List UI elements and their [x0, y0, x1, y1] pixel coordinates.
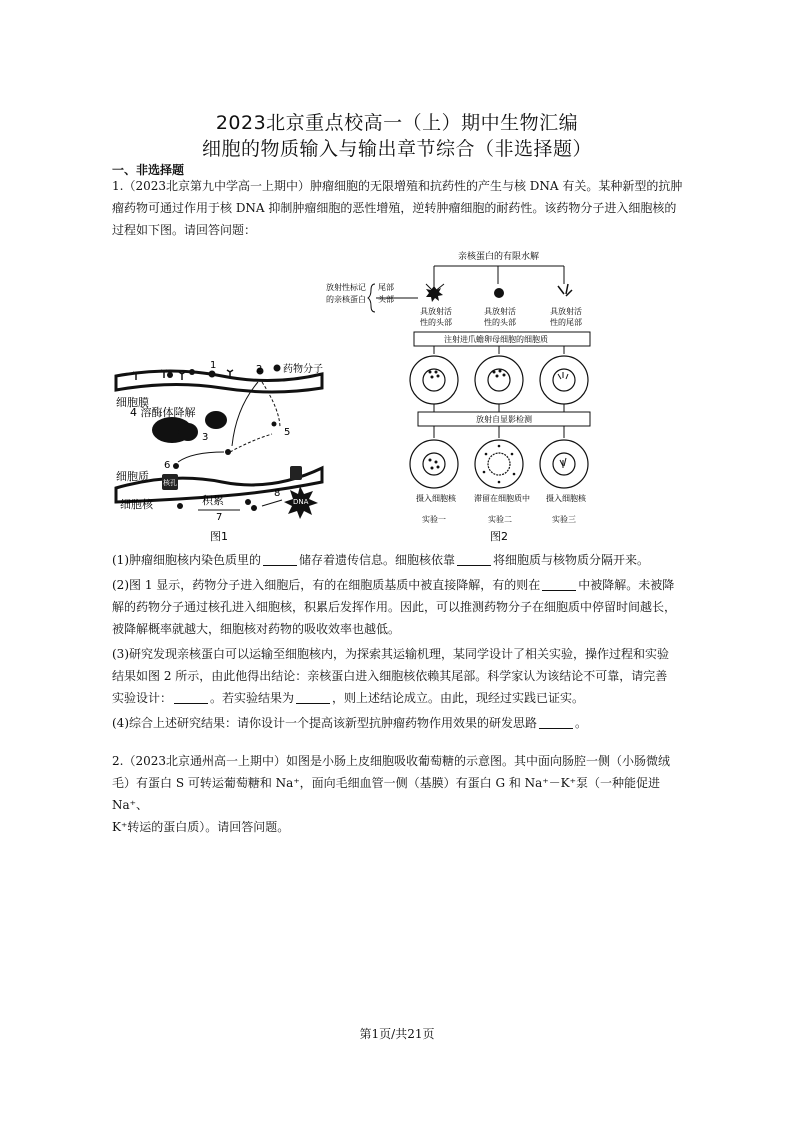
fig2-label-p3a: 具放射活 — [550, 307, 582, 316]
fig1-label-lysosome: 4 溶酶体降解 — [130, 406, 196, 419]
fig2-label-detect: 放射自显影检测 — [476, 415, 532, 424]
fig1-label-drug: 药物分子 — [283, 364, 323, 375]
fig2-label-p1a: 具放射活 — [420, 307, 452, 316]
answer-blank[interactable] — [174, 691, 208, 704]
q1-sub3-text: ，则上述结论成立。由此，现经过实践已证实。 — [332, 691, 585, 705]
answer-blank[interactable] — [263, 553, 297, 566]
figure-1 — [112, 360, 327, 545]
fig2-label-e3: 实验三 — [552, 515, 576, 524]
fig1-label-n6: 6 — [164, 460, 171, 471]
fig1-label-membrane: 细胞膜 — [116, 396, 149, 409]
q2-line: 2.（2023北京通州高一上期中）如图是小肠上皮细胞吸收葡萄糖的示意图。其中面向肠腔一侧（小肠微绒 — [112, 754, 670, 768]
q1-sub3-line: 结果如图 2 所示，由此他得出结论：亲核蛋白进入细胞核依赖其尾部。科学家认为该结论不可靠，请完善 — [112, 669, 668, 683]
fig1-label-n5: 5 — [284, 427, 291, 438]
fig1-label-n8: 8 — [274, 488, 281, 499]
fig2-label-left1: 放射性标记 — [326, 283, 366, 292]
q1-sub2-line: 被降解概率就越大，细胞核对药物的吸收效率也越低。 — [112, 622, 401, 636]
fig2-label-e1: 实验一 — [422, 515, 446, 524]
fig2-label-p1b: 性的头部 — [420, 318, 452, 327]
fig2-label-r1: 摄入细胞核 — [416, 494, 456, 503]
q1-sub4-text: 。 — [575, 716, 588, 730]
fig1-label-cytoplasm: 细胞质 — [116, 470, 149, 483]
q1-sub2-text: (2)图 1 显示，药物分子进入细胞后，有的在细胞质基质中被直接降解，有的则在 — [112, 578, 541, 592]
fig1-label-n2: 2 — [256, 364, 263, 375]
answer-blank[interactable] — [457, 553, 491, 566]
fig2-label-hydrolysis: 亲核蛋白的有限水解 — [458, 252, 540, 262]
fig2-label-head: 头部 — [378, 295, 394, 304]
answer-blank[interactable] — [542, 578, 576, 591]
q2-line: K⁺转运的蛋白质）。请回答问题。 — [112, 820, 290, 834]
q1-sub3-text: 实验设计： — [112, 691, 173, 705]
section-heading: 一、非选择题 — [112, 163, 185, 177]
fig2-label-r2: 滞留在细胞质中 — [474, 494, 530, 503]
q1-intro-line: 1.（2023北京第九中学高一上期中）肿瘤细胞的无限增殖和抗药性的产生与核 DNA 有关。某种新型的抗肿 — [112, 179, 683, 193]
fig2-caption: 图2 — [490, 530, 508, 543]
fig2-label-p2b: 性的头部 — [484, 318, 516, 327]
answer-blank[interactable] — [539, 716, 573, 729]
fig2-label-r3: 摄入细胞核 — [546, 494, 586, 503]
doc-title-line1: 2023北京重点校高一（上）期中生物汇编 — [215, 112, 579, 134]
q1-sub3-text: 。若实验结果为 — [210, 691, 295, 705]
fig1-label-n1: 1 — [210, 360, 217, 371]
q2-text — [112, 750, 684, 838]
q1-subquestions — [112, 549, 684, 734]
q1-sub1-text: 将细胞质与核物质分隔开来。 — [493, 553, 650, 567]
q1-sub2 — [112, 574, 684, 596]
fig1-label-n3: 3 — [202, 432, 209, 443]
doc-title-line2: 细胞的物质输入与输出章节综合（非选择题） — [201, 138, 592, 160]
answer-blank[interactable] — [296, 691, 330, 704]
fig2-label-tail: 尾部 — [378, 283, 394, 292]
q1-sub1-text: (1)肿瘤细胞核内染色质里的 — [112, 553, 261, 567]
fig2-label-p3b: 性的尾部 — [550, 318, 582, 327]
tail-fragment-icon — [558, 284, 572, 296]
q1-sub1 — [112, 549, 684, 571]
q1-intro-line: 瘤药物可通过作用于核 DNA 抑制肿瘤细胞的恶性增殖，逆转肿瘤细胞的耐药性。该药物分子进入细胞核的 — [112, 201, 677, 215]
q1-sub2-text: 中被降解。未被降 — [578, 578, 675, 592]
fig2-label-e2: 实验二 — [488, 515, 512, 524]
oocyte-cells-row1 — [410, 356, 588, 404]
fig1-caption: 图1 — [210, 530, 228, 543]
q1-sub1-text: 储存着遗传信息。细胞核依靠 — [299, 553, 456, 567]
page-footer: 第1页/共21页 — [359, 1027, 435, 1041]
head-fragment-icon — [494, 288, 504, 298]
q1-sub3-line — [112, 687, 684, 709]
q1-sub4-text: (4)综合上述研究结果：请你设计一个提高该新型抗肿瘤药物作用效果的研发思路 — [112, 716, 538, 730]
q1-sub4 — [112, 712, 684, 734]
fig2-label-inject: 注射进爪蟾卵母细胞的细胞质 — [444, 335, 548, 344]
q1-intro-line: 过程如下图。请回答问题： — [112, 223, 257, 237]
fig1-label-dna: DNA — [293, 498, 309, 506]
fig1-label-n7: 7 — [216, 512, 223, 523]
fig1-label-nucleus: 细胞核 — [120, 498, 153, 511]
q1-sub2-line: 解的药物分子通过核孔进入细胞核，积累后发挥作用。因此，可以推测药物分子在细胞质中停留时间越长， — [112, 600, 677, 614]
figure-2 — [318, 248, 610, 544]
q1-intro — [112, 175, 684, 241]
fig2-label-left2: 的亲核蛋白 — [326, 295, 366, 304]
q1-sub3-line: (3)研究发现亲核蛋白可以运输至细胞核内，为探索其运输机理，某同学设计了相关实验，操作过程和实验 — [112, 647, 670, 661]
fig1-label-pore: 核孔 — [163, 479, 177, 487]
fig2-label-p2a: 具放射活 — [484, 307, 516, 316]
q2-line: 毛）有蛋白 S 可转运葡萄糖和 Na⁺，面向毛细血管一侧（基膜）有蛋白 G 和 Na⁺－K⁺泵（一种能促进 Na⁺、 — [112, 776, 660, 812]
fig1-label-accumulate: 积累 — [202, 494, 224, 507]
